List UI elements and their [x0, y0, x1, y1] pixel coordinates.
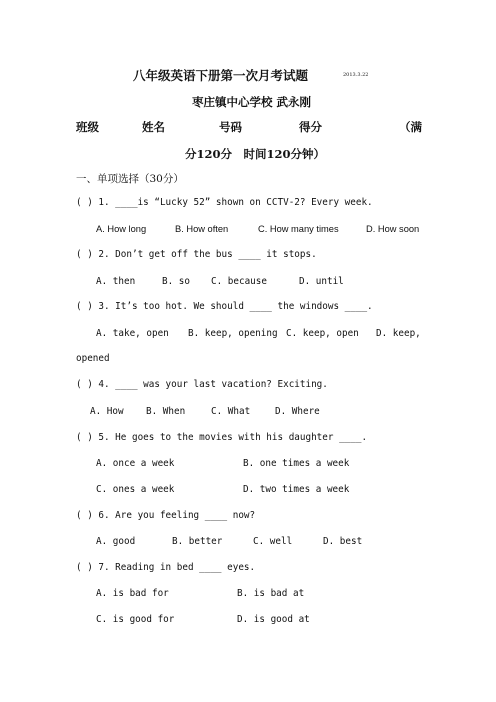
school-author: 枣庄镇中心学校 武永刚	[192, 95, 312, 109]
option-4b: B. When	[146, 406, 186, 417]
section-title: 一、单项选择（30分）	[76, 173, 184, 185]
option-3b: B. keep, opening	[188, 328, 278, 339]
option-7c: C. is good for	[96, 614, 175, 625]
question-stem-2: ( ) 2. Don’t get off the bus ____ it stops.	[76, 249, 317, 260]
field-class: 班级	[76, 120, 99, 134]
option-2c: C. because	[211, 276, 267, 287]
question-stem-7: ( ) 7. Reading in bed ____ eyes.	[76, 562, 256, 573]
field-full-marks-open: （满	[399, 120, 422, 134]
field-name: 姓名	[142, 120, 165, 134]
field-score: 得分	[299, 120, 322, 134]
field-number: 号码	[219, 120, 242, 134]
option-5a: A. once a week	[96, 458, 175, 469]
option-5b: B. one times a week	[243, 458, 350, 469]
option-4a: A. How	[90, 406, 124, 417]
question-stem-1: ( ) 1. ____is “Lucky 52” shown on CCTV-2? Every week.	[76, 197, 373, 208]
option-4c: C. What	[211, 406, 251, 417]
question-stem-6: ( ) 6. Are you feeling ____ now?	[76, 510, 256, 521]
score-time-line: 分120分 时间120分钟）	[185, 147, 326, 161]
option-1a: A. How long	[96, 224, 147, 234]
option-3d: D. keep,	[376, 328, 421, 339]
question-stem-5: ( ) 5. He goes to the movies with his daughter ____.	[76, 432, 368, 443]
option-6a: A. good	[96, 536, 136, 547]
option-6d: D. best	[323, 536, 363, 547]
option-2a: A. then	[96, 276, 136, 287]
question-stem-4: ( ) 4. ____ was your last vacation? Exciting.	[76, 379, 328, 390]
option-5c: C. ones a week	[96, 484, 175, 495]
option-4d: D. Where	[275, 406, 320, 417]
option-6c: C. well	[253, 536, 293, 547]
option-3d-wrap: opened	[76, 353, 110, 364]
option-2b: B. so	[162, 276, 190, 287]
option-1b: B. How often	[175, 224, 229, 234]
option-3c: C. keep, open	[286, 328, 359, 339]
option-7d: D. is good at	[237, 614, 310, 625]
option-7a: A. is bad for	[96, 588, 169, 599]
option-3a: A. take, open	[96, 328, 169, 339]
exam-title: 八年级英语下册第一次月考试题	[133, 68, 309, 83]
option-2d: D. until	[299, 276, 344, 287]
option-1c: C. How many times	[258, 224, 339, 234]
option-5d: D. two times a week	[243, 484, 350, 495]
option-7b: B. is bad at	[237, 588, 305, 599]
option-6b: B. better	[172, 536, 223, 547]
option-1d: D. How soon	[366, 224, 420, 234]
exam-date: 2013.3.22	[343, 72, 369, 78]
question-stem-3: ( ) 3. It’s too hot. We should ____ the windows ____.	[76, 301, 373, 312]
